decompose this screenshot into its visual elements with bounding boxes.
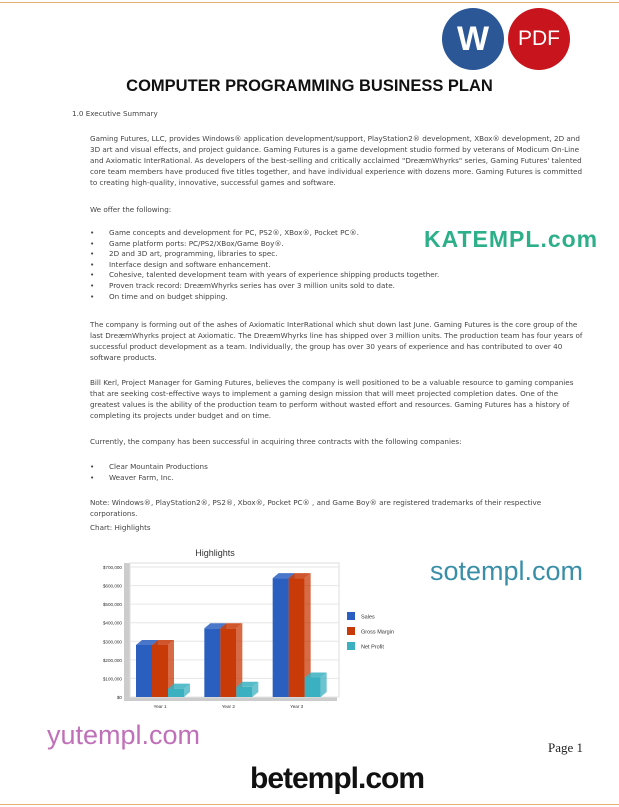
legend-swatch [347,627,355,635]
betempl-watermark: betempl.com [250,762,425,795]
offer-list [90,228,439,302]
list-item: • Game concepts and development for PC, PS2®, XBox®, Pocket PC®. [90,228,439,239]
list-item: • Proven track record: DreæmWhyrks series has over 3 million units sold to date. [90,281,439,292]
y-tick-label: $600,000 [102,583,122,589]
legend-swatch [347,612,355,620]
page-title: COMPUTER PROGRAMMING BUSINESS PLAN [126,77,493,95]
bottom-rule [0,804,619,805]
paragraph: Gaming Futures, LLC, provides Windows® application development/support, PlayStation2® development, XBox® development, 2D and 3D art and visual effects, and project guidance. Gaming Futures is a game development studio formed by veterans of Modicum On-Line and Axiomatic InterRational. As developers of the best-selling and critically acclaimed "DreæmWhyrks" series, Gaming Futures' talented core team members have produced five titles together, and have individual experience with dozens more. Gaming Futures is committed to creating high-quality, innovative, successful games and software. [90,134,583,187]
section-heading: 1.0 Executive Summary [72,109,158,118]
x-tick-label: Year 1 [153,704,167,709]
legend-swatch [347,642,355,650]
y-tick-label: $300,000 [102,639,122,645]
trademark-note: Note: Windows®, PlayStation2®, PS2®, Xbox®, Pocket PC® , and Game Boy® are registered trademarks of their respective corporations. [90,498,542,518]
list-item: • Interface design and software enhancement. [90,260,439,271]
bar-net-profit [236,687,252,697]
x-tick-label: Year 3 [290,704,304,709]
list-item: • Weaver Farm, Inc. [90,473,208,484]
word-badge-icon: W [442,8,504,70]
bar-gross-margin [289,578,305,697]
bar-sales [204,628,220,697]
yutempl-watermark: yutempl.com [47,720,201,750]
bar-gross-margin [220,628,236,697]
bar-gross-margin [152,645,168,697]
page-number: Page 1 [547,740,583,755]
legend-label: Gross Margin [361,629,395,636]
offer-intro: We offer the following: [90,205,172,214]
y-tick-label: $100,000 [102,676,122,682]
list-item: • Game platform ports: PC/PS2/XBox/Game Boy®. [90,239,439,250]
paragraph: The company is forming out of the ashes of Axiomatic InterRational which shut down last June. Gaming Futures is the core group of the last DreæmWhyrks project at Axiomatic. The DreæmWhyrks line has shipped over 3 million units. The production team has four years of successful product development as a team. Individually, the group has over 30 years of experience and has contributed to over 40 software products. [90,320,583,362]
list-item: • On time and on budget shipping. [90,292,439,303]
katempl-watermark: KATEMPL.com [424,226,599,252]
y-tick-label: $500,000 [102,602,122,608]
y-tick-label: $200,000 [102,657,122,663]
highlights-chart [80,540,420,715]
pdf-badge-icon: PDF [508,8,570,70]
chart-caption: Chart: Highlights [90,523,151,532]
paragraph: Currently, the company has been successful in acquiring three contracts with the following companies: [90,437,462,446]
y-tick-label: $400,000 [102,620,122,626]
bar-net-profit [168,689,184,697]
list-item: • Clear Mountain Productions [90,462,208,473]
company-list [90,462,208,483]
list-item: • Cohesive, talented development team with years of experience shipping products together. [90,270,439,281]
legend-label: Sales [361,614,375,621]
sotempl-watermark: sotempl.com [430,556,584,586]
y-tick-label: $700,000 [102,565,122,570]
paragraph: Bill Kerl, Project Manager for Gaming Futures, believes the company is well positioned to be a valuable resource to gaming companies that are seeking cost-effective ways to implement a gaming design mission that will meet projected completion dates. One of the greatest values is the ability of the production team to perform without wasted effort and resources. Gaming Futures has a history of completing its projects under budget and on time. [90,378,574,420]
bar-net-profit [305,678,321,698]
bar-sales [136,645,152,697]
y-tick-label: $0 [116,695,122,700]
legend-label: Net Profit [361,644,384,651]
chart-title: Highlights [195,548,235,558]
x-tick-label: Year 2 [221,704,235,709]
top-rule [0,2,619,3]
list-item: • 2D and 3D art, programming, libraries to spec. [90,249,439,260]
bar-sales [273,578,289,697]
